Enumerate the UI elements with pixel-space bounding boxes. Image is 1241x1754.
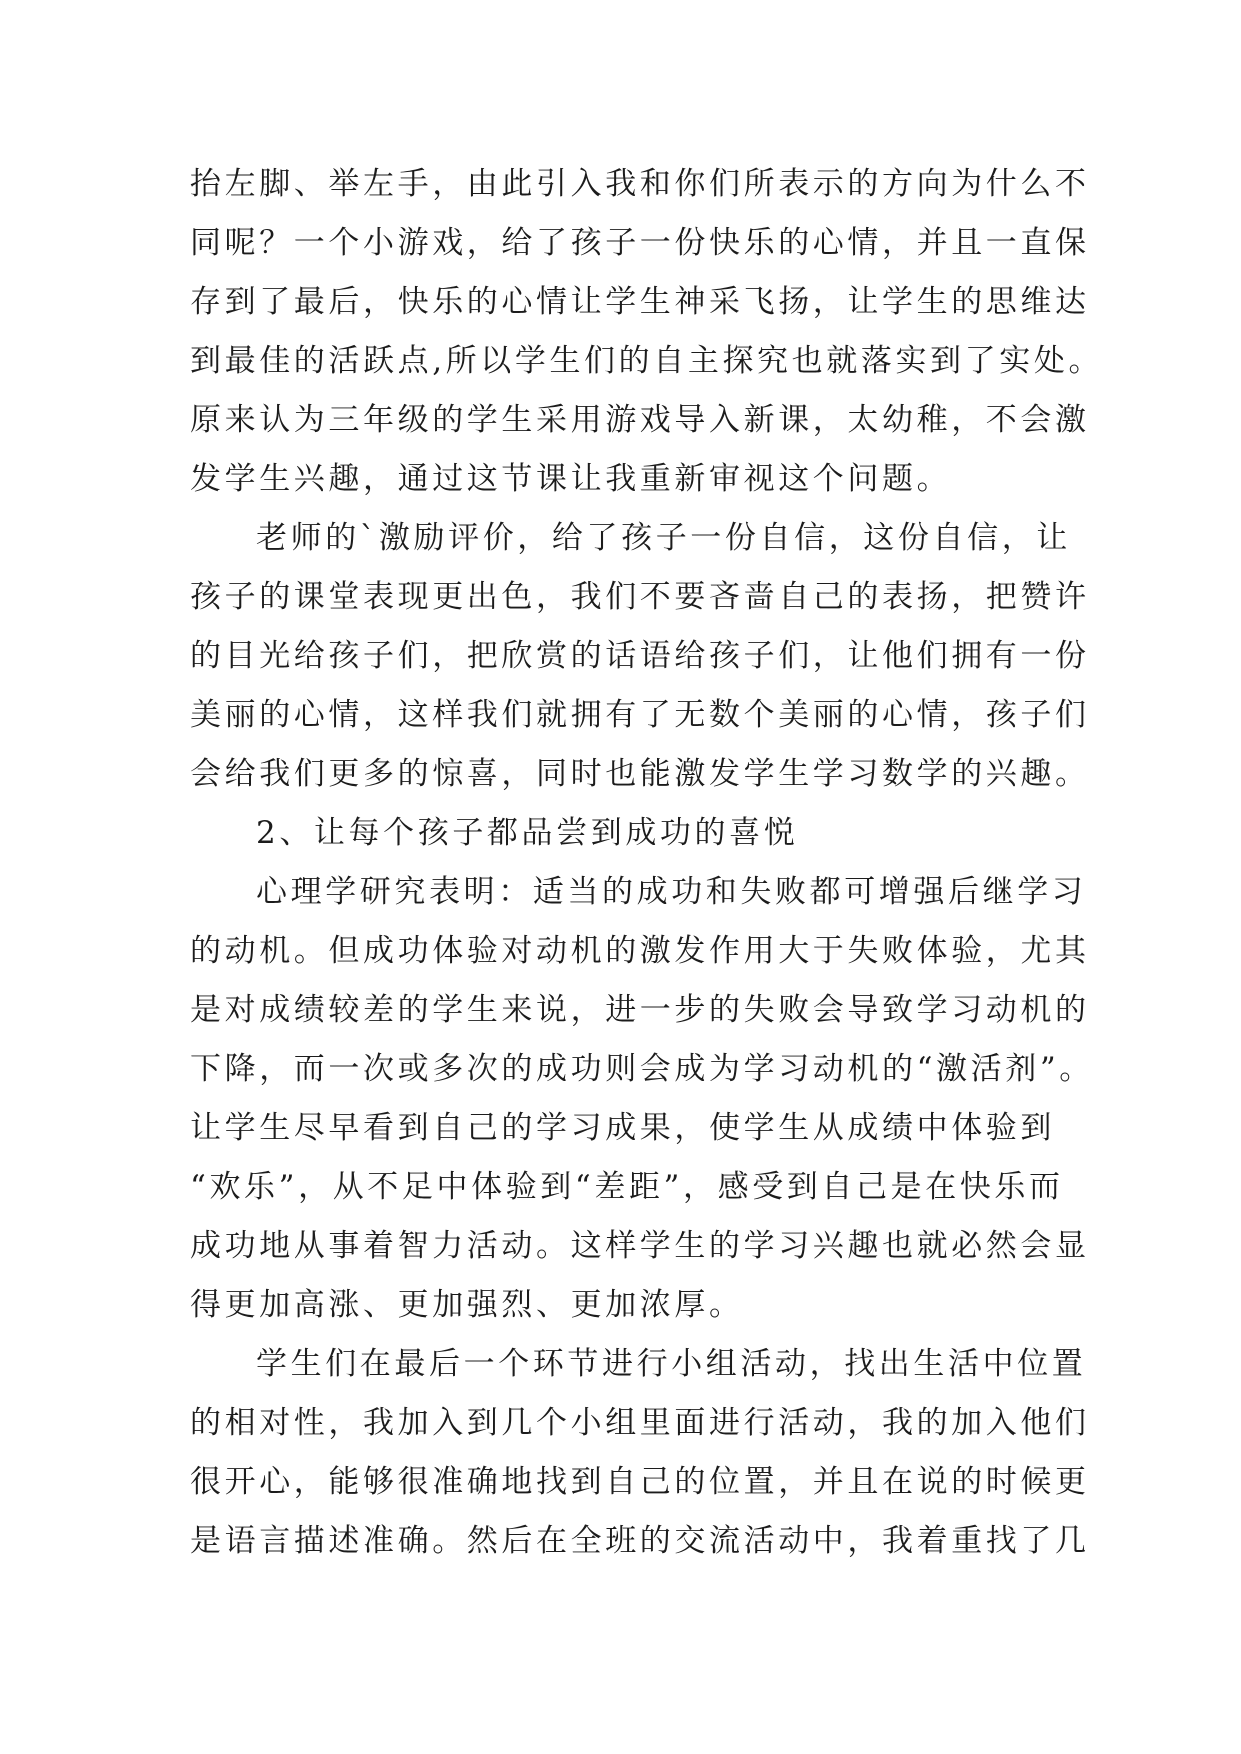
text-line: 的相对性，我加入到几个小组里面进行活动，我的加入他们: [190, 1405, 1090, 1441]
text-line: 的动机。但成功体验对动机的激发作用大于失败体验，尤其: [190, 933, 1090, 969]
text-line: 孩子的课堂表现更出色，我们不要吝啬自己的表扬，把赞许: [190, 579, 1090, 615]
text-line: 让学生尽早看到自己的学习成果，使学生从成绩中体验到: [190, 1110, 1055, 1146]
text-line: 抬左脚、举左手，由此引入我和你们所表示的方向为什么不: [190, 166, 1090, 202]
text-line: 成功地从事着智力活动。这样学生的学习兴趣也就必然会显: [190, 1228, 1090, 1264]
text-line: 会给我们更多的惊喜，同时也能激发学生学习数学的兴趣。: [190, 756, 1090, 792]
text-line: 存到了最后，快乐的心情让学生神采飞扬，让学生的思维达: [190, 284, 1090, 320]
text-line: 学生们在最后一个环节进行小组活动，找出生活中位置: [256, 1346, 1087, 1382]
text-line: “欢乐”，从不足中体验到“差距”，感受到自己是在快乐而: [190, 1169, 1064, 1205]
text-line: 下降，而一次或多次的成功则会成为学习动机的“激活剂”。: [190, 1051, 1094, 1087]
text-line: 老师的`激励评价，给了孩子一份自信，这份自信，让: [256, 520, 1071, 556]
text-line: 是对成绩较差的学生来说，进一步的失败会导致学习动机的: [190, 992, 1090, 1028]
text-line: 到最佳的活跃点,所以学生们的自主探究也就落实到了实处。: [190, 343, 1104, 379]
text-line: 原来认为三年级的学生采用游戏导入新课，太幼稚，不会激: [190, 402, 1090, 438]
text-line: 发学生兴趣，通过这节课让我重新审视这个问题。: [190, 461, 952, 497]
text-line: 美丽的心情，这样我们就拥有了无数个美丽的心情，孩子们: [190, 697, 1090, 733]
text-line: 心理学研究表明：适当的成功和失败都可增强后继学习: [256, 874, 1087, 910]
text-line: 同呢？一个小游戏，给了孩子一份快乐的心情，并且一直保: [190, 225, 1090, 261]
text-line: 很开心，能够很准确地找到自己的位置，并且在说的时候更: [190, 1464, 1090, 1500]
text-line: 是语言描述准确。然后在全班的交流活动中，我着重找了几: [190, 1523, 1090, 1559]
section-heading: 2、让每个孩子都品尝到成功的喜悦: [256, 815, 799, 851]
text-line: 得更加高涨、更加强烈、更加浓厚。: [190, 1287, 744, 1323]
text-line: 的目光给孩子们，把欣赏的话语给孩子们，让他们拥有一份: [190, 638, 1090, 674]
document-body: [190, 155, 1104, 1571]
